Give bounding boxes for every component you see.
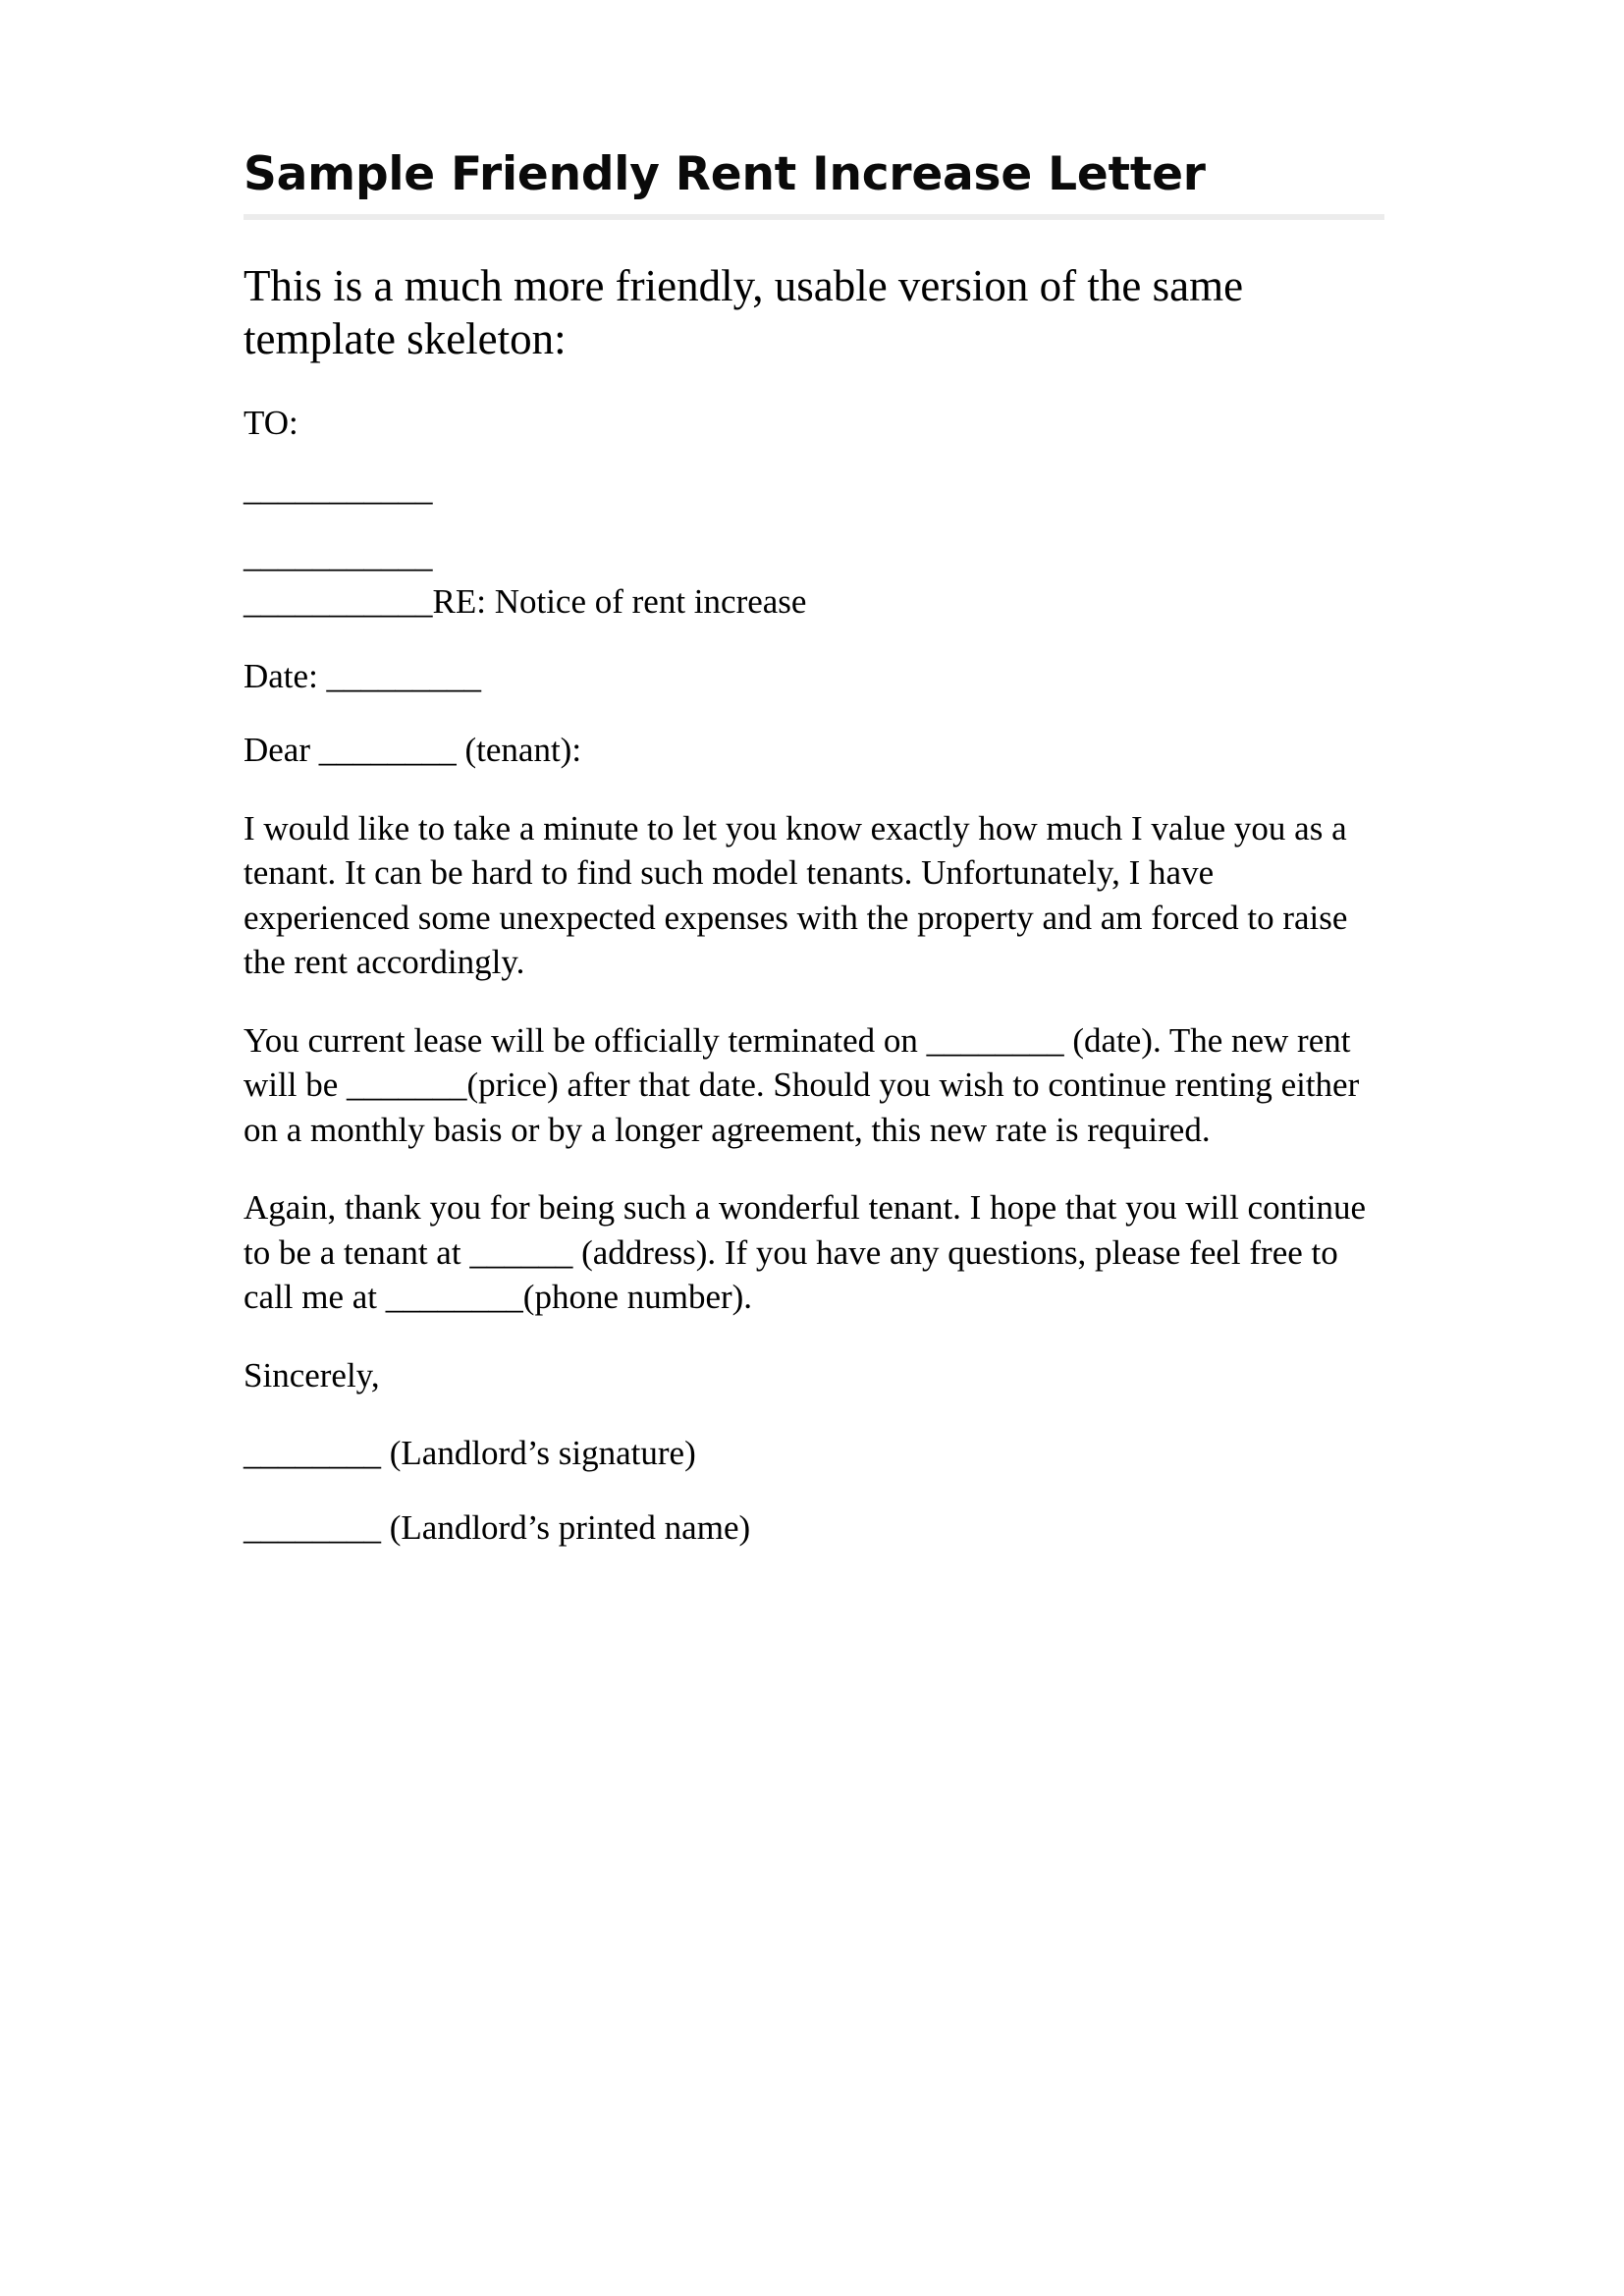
date-line: Date: _________: [244, 656, 482, 695]
landlord-signature-line: ________ (Landlord’s signature): [244, 1434, 696, 1473]
closing-line: Sincerely,: [244, 1355, 380, 1394]
salutation-line: Dear ________ (tenant):: [244, 731, 582, 770]
to-blank-line-1: ___________: [244, 469, 433, 509]
page-title: Sample Friendly Rent Increase Letter: [244, 147, 1206, 201]
to-blank-line-2: ___________: [244, 535, 433, 574]
re-subject-text: RE: Notice of rent increase: [432, 582, 807, 622]
body-paragraph-2: You current lease will be officially terminated on ________ (date). The new rent will be _______(price) after that date. Should you wish to continue renting either on a monthly basis or by a longer agreement, this new rate is required.: [244, 1020, 1360, 1149]
body-paragraph-1: I would like to take a minute to let you know exactly how much I value you as a tenant. It can be hard to find such model tenants. Unfortunately, I have experienced some unexpected expenses with the property and am forced to raise the rent accordingly.: [244, 808, 1348, 982]
landlord-printed-name-line: ________ (Landlord’s printed name): [244, 1507, 751, 1547]
document-content: [244, 0, 1392, 1550]
re-blank-line: ___________: [244, 582, 433, 622]
to-label: TO:: [244, 403, 298, 442]
intro-heading: This is a much more friendly, usable version of the same template skeleton:: [244, 260, 1244, 363]
re-subject-line: [244, 577, 1392, 625]
body-paragraph-3: Again, thank you for being such a wonderful tenant. I hope that you will continue to be a tenant at ______ (address). If you have any questions, please feel free to call me at ________(phone number).: [244, 1188, 1367, 1317]
